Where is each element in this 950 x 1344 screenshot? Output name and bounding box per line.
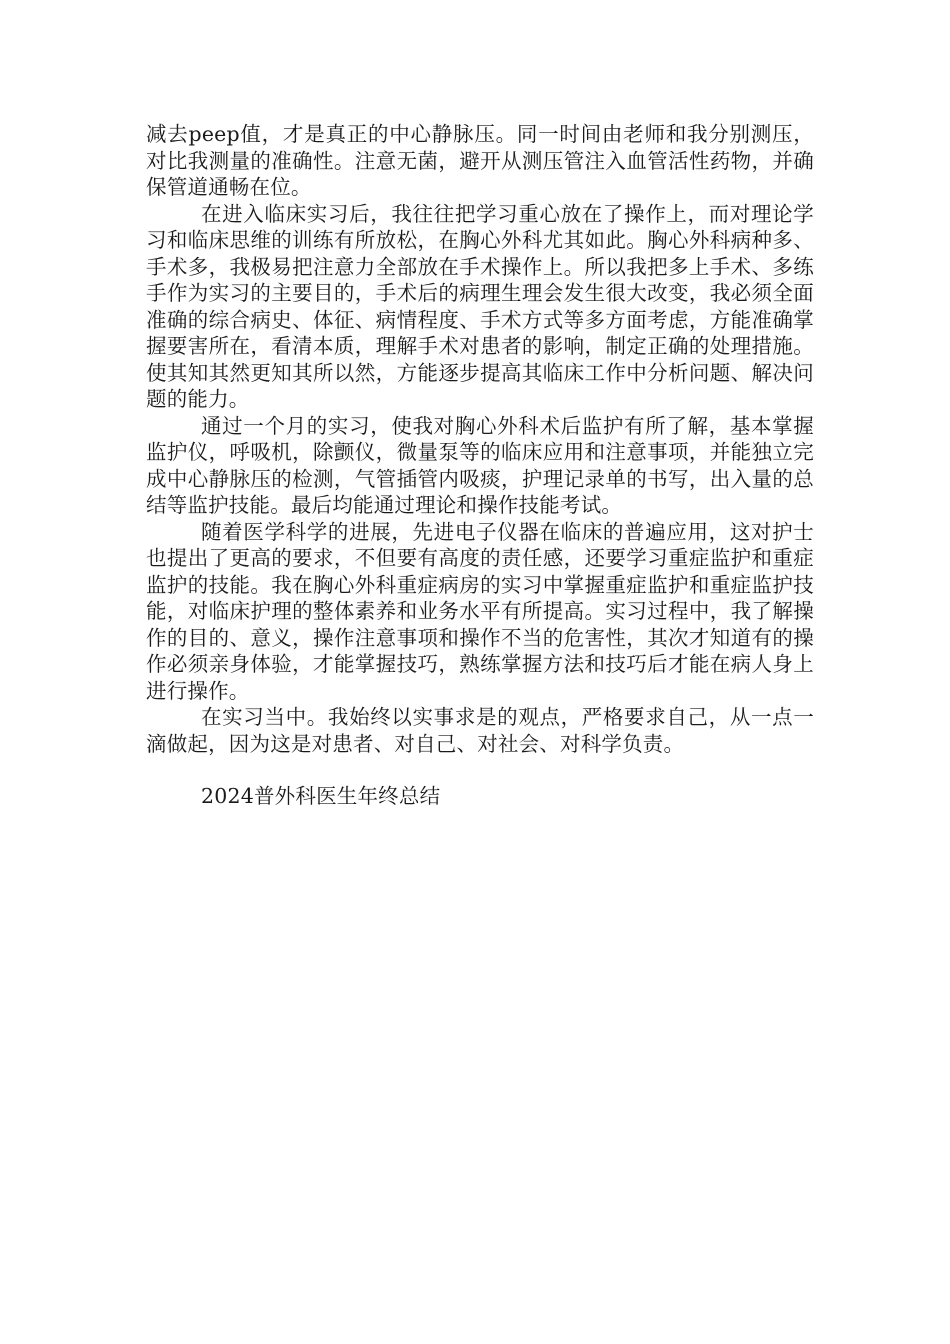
next-section-title: 2024普外科医生年终总结 xyxy=(201,784,441,808)
paragraph-monitoring-skills: 通过一个月的实习，使我对胸心外科术后监护有所了解，基本掌握监护仪，呼吸机，除颤仪，微量泵等的临床应用和注意事项，并能独立完成中心静脉压的检测，气管插管内吸痰，护理记录单的书写，出入量的总结等监护技能。最后均能通过理论和操作技能考试。 xyxy=(146,413,814,517)
paragraph-medical-progress: 随着医学科学的进展，先进电子仪器在临床的普遍应用，这对护士也提出了更高的要求，不但要有高度的责任感，还要学习重症监护和重症监护的技能。我在胸心外科重症病房的实习中掌握重症监护和重症监护技能，对临床护理的整体素养和业务水平有所提高。实习过程中，我了解操作的目的、意义，操作注意事项和操作不当的危害性，其次才知道有的操作必须亲身体验，才能掌握技巧，熟练掌握方法和技巧后才能在病人身上进行操作。 xyxy=(146,519,814,703)
paragraph-conclusion: 在实习当中。我始终以实事求是的观点，严格要求自己，从一点一滴做起，因为这是对患者、对自己、对社会、对科学负责。 xyxy=(146,705,814,756)
paragraph-continuation: 减去peep值，才是真正的中心静脉压。同一时间由老师和我分别测压，对比我测量的准确性。注意无菌，避开从测压管注入血管活性药物，并确保管道通畅在位。 xyxy=(146,122,814,199)
paragraph-clinical-practice: 在进入临床实习后，我往往把学习重心放在了操作上，而对理论学习和临床思维的训练有所放松，在胸心外科尤其如此。胸心外科病种多、手术多，我极易把注意力全部放在手术操作上。所以我把多上手术、多练手作为实习的主要目的，手术后的病理生理会发生很大改变，我必须全面准确的综合病史、体征、病情程度、手术方式等多方面考虑，方能准确掌握要害所在，看清本质，理解手术对患者的影响，制定正确的处理措施。使其知其然更知其所以然，方能逐步提高其临床工作中分析问题、解决问题的能力。 xyxy=(146,201,814,411)
document-body xyxy=(146,121,814,810)
